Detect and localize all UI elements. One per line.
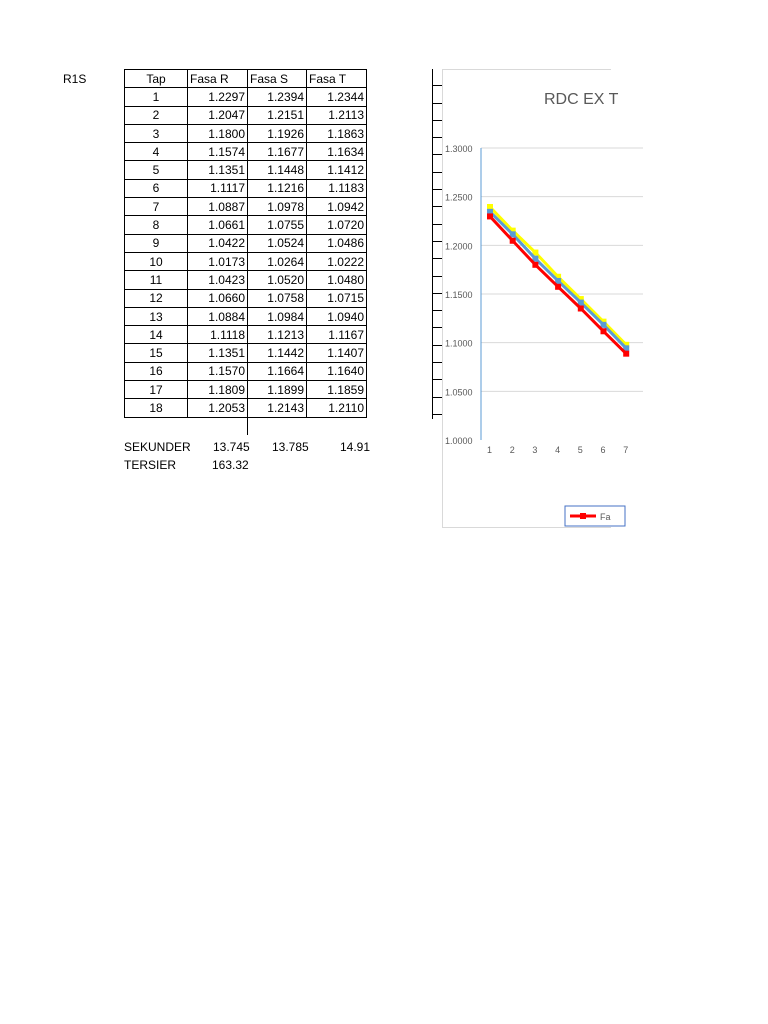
sheet-label: R1S — [63, 72, 87, 86]
value-cell: 1.0720 — [307, 216, 367, 234]
value-cell: 1.1448 — [248, 161, 307, 179]
tap-cell: 5 — [125, 161, 188, 179]
tap-cell: 2 — [125, 106, 188, 124]
blank-cell — [307, 417, 367, 435]
table-row — [125, 271, 367, 289]
value-cell: 1.1809 — [188, 381, 248, 399]
x-tick-label: 3 — [532, 445, 538, 455]
series-point — [532, 262, 538, 268]
series-point — [487, 213, 493, 219]
value-cell: 1.1899 — [248, 381, 307, 399]
y-tick-label: 1.0500 — [445, 387, 473, 398]
tap-cell: 15 — [125, 344, 188, 362]
legend-label: Fa — [600, 512, 611, 522]
value-cell: 1.1664 — [248, 362, 307, 380]
value-cell: 1.1800 — [188, 124, 248, 142]
tap-cell: 12 — [125, 289, 188, 307]
x-tick-label: 6 — [600, 445, 606, 455]
value-cell: 1.0264 — [248, 252, 307, 270]
table-row — [125, 179, 367, 197]
tap-cell: 10 — [125, 252, 188, 270]
value-cell: 1.0942 — [307, 198, 367, 216]
value-cell: 1.1570 — [188, 362, 248, 380]
value-cell: 1.2047 — [188, 106, 248, 124]
blank-cell — [248, 417, 307, 435]
series-point — [578, 306, 584, 312]
table-row — [125, 216, 367, 234]
series-point — [510, 238, 516, 244]
table-row — [125, 344, 367, 362]
value-cell: 1.1167 — [307, 326, 367, 344]
value-cell: 1.0480 — [307, 271, 367, 289]
table-row — [125, 362, 367, 380]
value-cell: 1.0755 — [248, 216, 307, 234]
value-cell: 1.2113 — [307, 106, 367, 124]
x-tick-label: 7 — [623, 445, 629, 455]
chart-y-tick-labels — [445, 144, 473, 446]
chart-legend — [565, 506, 625, 526]
table-row — [125, 289, 367, 307]
header-tap: Tap — [125, 70, 188, 88]
value-cell: 1.2394 — [248, 88, 307, 106]
tap-cell: 3 — [125, 124, 188, 142]
table-row — [125, 143, 367, 161]
value-cell: 1.1640 — [307, 362, 367, 380]
chart-gridlines — [481, 148, 643, 440]
series-point — [555, 284, 561, 290]
tap-cell: 9 — [125, 234, 188, 252]
value-cell: 1.1351 — [188, 161, 248, 179]
tap-cell: 13 — [125, 307, 188, 325]
chart-x-tick-labels — [487, 445, 628, 455]
chart-series — [487, 204, 629, 357]
value-cell: 1.0661 — [188, 216, 248, 234]
y-tick-label: 1.2500 — [445, 192, 473, 203]
value-cell: 1.2053 — [188, 399, 248, 417]
value-cell: 1.1574 — [188, 143, 248, 161]
value-cell: 1.0715 — [307, 289, 367, 307]
value-cell: 1.0422 — [188, 234, 248, 252]
table-row — [125, 234, 367, 252]
value-cell: 1.0940 — [307, 307, 367, 325]
rdc-chart[interactable] — [442, 69, 629, 528]
x-tick-label: 1 — [487, 445, 493, 455]
value-cell: 1.1117 — [188, 179, 248, 197]
tap-cell: 1 — [125, 88, 188, 106]
value-cell: 1.0423 — [188, 271, 248, 289]
y-tick-label: 1.1500 — [445, 290, 473, 300]
value-cell: 1.1216 — [248, 179, 307, 197]
sekunder-label: SEKUNDER — [124, 440, 191, 454]
table-row — [125, 326, 367, 344]
table-row — [125, 124, 367, 142]
tap-cell: 17 — [125, 381, 188, 399]
table-row — [125, 106, 367, 124]
table-row — [125, 399, 367, 417]
value-cell: 1.1859 — [307, 381, 367, 399]
value-cell: 1.0887 — [188, 198, 248, 216]
y-tick-label: 1.0000 — [445, 436, 473, 446]
value-cell: 1.1863 — [307, 124, 367, 142]
value-cell: 1.1213 — [248, 326, 307, 344]
value-cell: 1.1407 — [307, 344, 367, 362]
value-cell: 1.1634 — [307, 143, 367, 161]
blank-cell — [125, 417, 188, 435]
value-cell: 1.0758 — [248, 289, 307, 307]
y-tick-label: 1.1000 — [445, 338, 473, 349]
header-fasa-s: Fasa S — [248, 70, 307, 88]
sekunder-s-value: 13.785 — [272, 440, 309, 454]
sekunder-t-value: 14.91 — [340, 440, 371, 454]
chart-title: RDC EX T — [544, 91, 619, 108]
value-cell: 1.1183 — [307, 179, 367, 197]
value-cell: 1.2151 — [248, 106, 307, 124]
series-point — [601, 322, 607, 328]
x-tick-label: 4 — [555, 445, 561, 455]
header-fasa-t: Fasa T — [307, 70, 367, 88]
value-cell: 1.2143 — [248, 399, 307, 417]
y-tick-label: 1.3000 — [445, 144, 473, 154]
tap-cell: 8 — [125, 216, 188, 234]
value-cell: 1.0524 — [248, 234, 307, 252]
tap-cell: 7 — [125, 198, 188, 216]
value-cell: 1.1412 — [307, 161, 367, 179]
value-cell: 1.2110 — [307, 399, 367, 417]
value-cell: 1.2297 — [188, 88, 248, 106]
legend-marker — [580, 513, 586, 519]
x-tick-label: 5 — [577, 445, 583, 455]
rdc-table — [124, 69, 367, 435]
tap-cell: 14 — [125, 326, 188, 344]
value-cell: 1.0173 — [188, 252, 248, 270]
value-cell: 1.1118 — [188, 326, 248, 344]
table-row — [125, 198, 367, 216]
tersier-label: TERSIER — [124, 458, 177, 472]
tap-cell: 4 — [125, 143, 188, 161]
value-cell: 1.1926 — [248, 124, 307, 142]
table-row — [125, 307, 367, 325]
value-cell: 1.1677 — [248, 143, 307, 161]
header-fasa-r: Fasa R — [188, 70, 248, 88]
tap-cell: 11 — [125, 271, 188, 289]
value-cell: 1.0884 — [188, 307, 248, 325]
value-cell: 1.2344 — [307, 88, 367, 106]
series-point — [623, 351, 629, 357]
value-cell: 1.1351 — [188, 344, 248, 362]
tersier-r-value: 163.32 — [212, 458, 249, 472]
value-cell: 1.0486 — [307, 234, 367, 252]
value-cell: 1.0222 — [307, 252, 367, 270]
table-row — [125, 88, 367, 106]
table-row — [125, 381, 367, 399]
value-cell: 1.0660 — [188, 289, 248, 307]
value-cell: 1.0984 — [248, 307, 307, 325]
sekunder-r-value: 13.745 — [213, 440, 250, 454]
table-header-row — [125, 70, 367, 88]
chart-svg — [443, 70, 629, 527]
tap-cell: 16 — [125, 362, 188, 380]
y-tick-label: 1.2000 — [445, 241, 473, 252]
value-cell: 1.0520 — [248, 271, 307, 289]
value-cell: 1.0978 — [248, 198, 307, 216]
series-point — [601, 328, 607, 334]
value-cell: 1.1442 — [248, 344, 307, 362]
tap-cell: 6 — [125, 179, 188, 197]
table-blank-row — [125, 417, 367, 435]
x-tick-label: 2 — [509, 445, 515, 455]
table-row — [125, 252, 367, 270]
table-row — [125, 161, 367, 179]
blank-cell — [188, 417, 248, 435]
tap-cell: 18 — [125, 399, 188, 417]
